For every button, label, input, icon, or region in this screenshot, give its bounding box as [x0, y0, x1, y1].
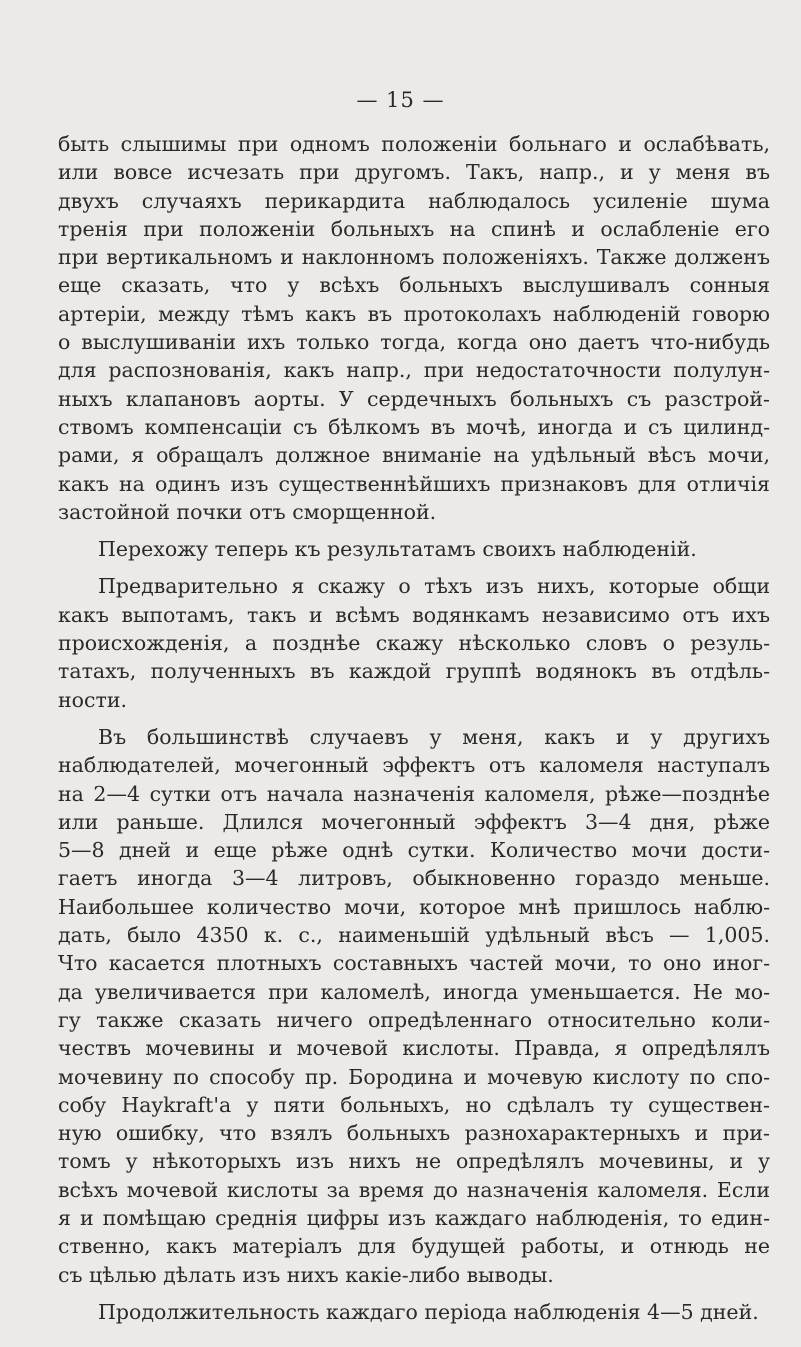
- paragraph: [58, 130, 770, 526]
- text-line: Наибольшее количество мочи, которое мнѣ пришлось наблю-: [58, 894, 770, 919]
- text-line: я и помѣщаю среднія цифры изъ каждаго наблюденія, то един-: [58, 1205, 770, 1230]
- text-line: для распознованія, какъ напр., при недостаточности полулун-: [58, 358, 770, 383]
- text-line: или вовсе исчезать при другомъ. Такъ, напр., и у меня въ: [58, 160, 770, 185]
- text-line: всѣхъ мочевой кислоты за время до назначенія каломеля. Если: [58, 1177, 770, 1202]
- text-line: рами, я обращалъ должное вниманіе на удѣльный вѣсъ мочи,: [58, 443, 770, 468]
- text-line: гаетъ иногда 3—4 литровъ, обыкновенно гораздо меньше.: [58, 866, 770, 891]
- text-line: мочевину по способу пр. Бородина и мочевую кислоту по спо-: [58, 1064, 770, 1089]
- text-line: ную ошибку, что взялъ больныхъ разнохарактерныхъ и при-: [58, 1121, 770, 1146]
- text-line: Въ большинствѣ случаевъ у меня, какъ и у другихъ: [98, 724, 770, 749]
- paragraph-gap: [58, 526, 770, 535]
- paragraph-gap: [58, 714, 770, 723]
- text-line: Что касается плотныхъ составныхъ частей мочи, то оно иног-: [58, 951, 770, 976]
- text-line: артеріи, между тѣмъ какъ въ протоколахъ наблюденій говорю: [58, 301, 770, 326]
- text-line: наблюдателей, мочегонный эффектъ отъ каломеля наступалъ: [58, 753, 770, 778]
- text-line: Предварительно я скажу о тѣхъ изъ нихъ, которые общи: [98, 574, 770, 599]
- text-line: какъ выпотамъ, такъ и всѣмъ водянкамъ независимо отъ ихъ: [58, 602, 770, 627]
- text-line: дать, было 4350 к. с., наименьшій удѣльный вѣсъ — 1,005.: [58, 923, 770, 948]
- paragraph: [58, 723, 770, 1289]
- text-line: Перехожу теперь къ результатамъ своихъ наблюденій.: [98, 537, 697, 562]
- text-line: ственно, какъ матеріалъ для будущей работы, и отнюдь не: [58, 1234, 770, 1259]
- text-line: застойной почки отъ сморщенной.: [58, 499, 437, 524]
- text-line: быть слышимы при одномъ положеніи больнаго и ослабѣвать,: [58, 132, 770, 156]
- paragraph: [58, 572, 770, 713]
- text-line: еще сказать, что у всѣхъ больныхъ выслушивалъ сонныя: [58, 273, 770, 298]
- paragraph: [58, 1298, 770, 1326]
- text-line: на 2—4 сутки отъ начала назначенія каломеля, рѣже—позднѣе: [58, 781, 770, 806]
- paragraph-gap: [58, 1289, 770, 1298]
- paragraph: [58, 535, 770, 563]
- text-line: 5—8 дней и еще рѣже однѣ сутки. Количество мочи дости-: [58, 838, 770, 863]
- body-text: [58, 130, 770, 1326]
- text-line: происхожденія, а позднѣе скажу нѣсколько словъ о резуль-: [58, 631, 770, 656]
- text-line: о выслушиваніи ихъ только тогда, когда оно даетъ что-нибудь: [58, 330, 770, 355]
- text-line: чествъ мочевины и мочевой кислоты. Правда, я опредѣлялъ: [58, 1036, 770, 1061]
- text-line: при вертикальномъ и наклонномъ положеніяхъ. Также долженъ: [58, 245, 770, 270]
- text-line: ныхъ клапановъ аорты. У сердечныхъ больныхъ съ разстрой-: [58, 386, 770, 411]
- text-line: ности.: [58, 687, 128, 712]
- text-line: татахъ, полученныхъ въ каждой группѣ водянокъ въ отдѣль-: [58, 659, 770, 684]
- text-line: да увеличивается при каломелѣ, иногда уменьшается. Не мо-: [58, 979, 770, 1004]
- text-line: собу Haykraft'а у пяти больныхъ, но сдѣлалъ ту существен-: [58, 1092, 770, 1117]
- paragraph-gap: [58, 563, 770, 572]
- text-line: какъ на одинъ изъ существеннѣйшихъ признаковъ для отличія: [58, 471, 770, 496]
- text-line: или раньше. Длился мочегонный эффектъ 3—4 дня, рѣже: [58, 809, 770, 834]
- text-line: съ цѣлью дѣлать изъ нихъ какіе-либо выводы.: [58, 1262, 554, 1287]
- text-line: тренія при положеніи больныхъ на спинѣ и ослабленіе его: [58, 216, 770, 241]
- text-line: Продолжительность каждаго періода наблюденія 4—5 дней.: [98, 1299, 759, 1324]
- page-number: — 15 —: [356, 88, 445, 112]
- text-line: гу также сказать ничего опредѣленнаго относительно коли-: [58, 1007, 770, 1032]
- text-line: томъ у нѣкоторыхъ изъ нихъ не опредѣлялъ мочевины, и у: [58, 1149, 770, 1174]
- text-line: ствомъ компенсаціи съ бѣлкомъ въ мочѣ, иногда и съ цилинд-: [58, 414, 770, 439]
- text-line: двухъ случаяхъ перикардита наблюдалось усиленіе шума: [58, 188, 770, 213]
